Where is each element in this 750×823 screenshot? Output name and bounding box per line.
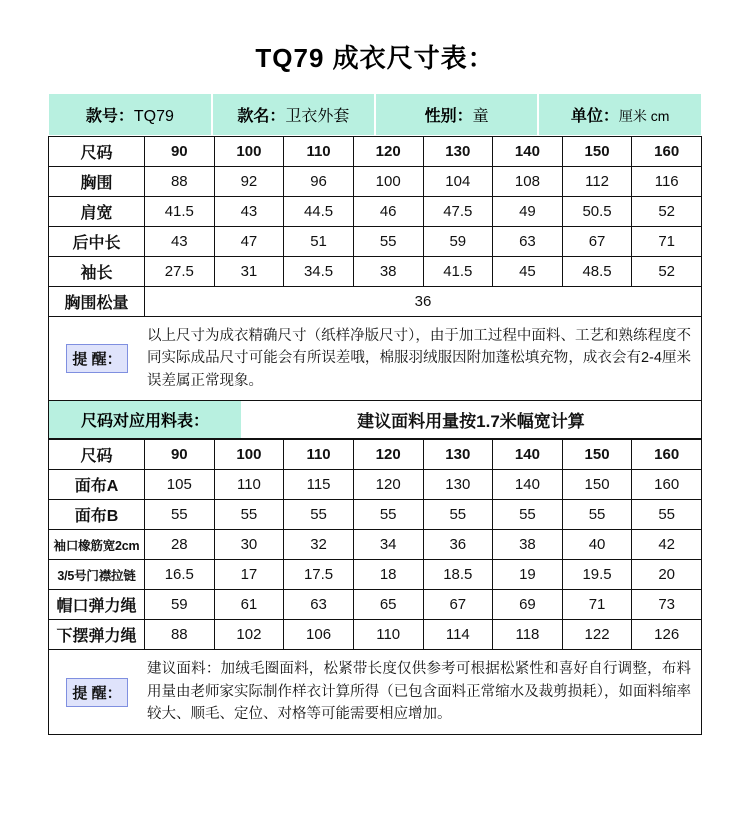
cell: 17.5 [284,560,354,590]
cell: 30 [214,530,284,560]
cell: 42 [632,530,702,560]
row-label-fabric-b: 面布B [49,500,145,530]
style-name-label: 款名： [237,108,286,125]
cell: 88 [145,620,215,650]
cell: 41.5 [145,197,215,227]
cell: 55 [632,500,702,530]
cell: 48.5 [562,257,632,287]
material-usage-table [48,439,702,650]
note-bottom-badge-cell [49,650,145,733]
cell: 55 [353,500,423,530]
row-label-size: 尺码 [49,440,145,470]
row-label-size: 尺码 [49,137,145,167]
cell: 18.5 [423,560,493,590]
row-label-chest: 胸围 [49,167,145,197]
garment-size-table [48,136,702,317]
cell: 40 [562,530,632,560]
cell: 55 [423,500,493,530]
cell: 110 [214,470,284,500]
row-label-cuff-elastic: 袖口橡筋宽2cm [49,530,145,560]
cell: 105 [145,470,215,500]
cell: 106 [284,620,354,650]
cell: 160 [632,440,702,470]
cell: 38 [353,257,423,287]
cell: 90 [145,440,215,470]
cell: 59 [423,227,493,257]
table-row [49,197,702,227]
cell: 47 [214,227,284,257]
cell: 49 [493,197,563,227]
cell: 104 [423,167,493,197]
cell: 116 [632,167,702,197]
cell: 65 [353,590,423,620]
cell: 71 [562,590,632,620]
cell: 55 [353,227,423,257]
table-row [49,227,702,257]
style-name-value: 卫衣外套 [285,108,350,125]
cell: 122 [562,620,632,650]
cell: 55 [562,500,632,530]
table-row [49,257,702,287]
cell: 110 [353,620,423,650]
style-name-cell [212,94,375,136]
page-title: TQ79 成衣尺寸表： [255,43,495,73]
row-label-shoulder: 肩宽 [49,197,145,227]
row-label-hem-cord: 下摆弹力绳 [49,620,145,650]
cell: 43 [145,227,215,257]
gender-label: 性别： [424,108,473,125]
cell: 88 [145,167,215,197]
note-top-badge-cell [49,317,145,400]
cell: 71 [632,227,702,257]
cell: 160 [632,137,702,167]
cell: 100 [214,137,284,167]
cell: 31 [214,257,284,287]
material-section-header [48,401,702,439]
cell: 34 [353,530,423,560]
cell: 51 [284,227,354,257]
cell: 41.5 [423,257,493,287]
cell: 67 [562,227,632,257]
unit-cell [538,94,701,136]
table-row [49,620,702,650]
cell: 140 [493,137,563,167]
reminder-badge: 提 醒： [66,678,127,707]
cell: 112 [562,167,632,197]
cell: 130 [423,470,493,500]
style-no-value: TQ79 [133,108,174,125]
cell: 126 [632,620,702,650]
reminder-badge: 提 醒： [66,344,127,373]
note-bottom-text: 建议面料：加绒毛圈面料，松紧带长度仅供参考可根据松紧性和喜好自行调整，布料用量由老师家实际制作样衣计算所得（已包含面料正常缩水及裁剪损耗），如面料缩率较大、顺毛、定位、对格等可能需要相应增加。 [147,661,691,723]
cell: 55 [493,500,563,530]
table-row [49,440,702,470]
cell: 19 [493,560,563,590]
cell: 27.5 [145,257,215,287]
cell: 52 [632,257,702,287]
row-label-chest-ease: 胸围松量 [49,287,145,317]
cell: 50.5 [562,197,632,227]
cell: 120 [353,440,423,470]
cell: 100 [353,167,423,197]
row-label-fabric-a: 面布A [49,470,145,500]
cell: 55 [284,500,354,530]
cell: 46 [353,197,423,227]
cell: 47.5 [423,197,493,227]
cell: 114 [423,620,493,650]
cell: 43 [214,197,284,227]
cell: 19.5 [562,560,632,590]
gender-cell [375,94,538,136]
cell: 140 [493,440,563,470]
cell: 96 [284,167,354,197]
material-width-note: 建议面料用量按1.7米幅宽计算 [357,412,585,432]
cell: 20 [632,560,702,590]
cell: 110 [284,137,354,167]
row-label-zipper: 3/5号门襟拉链 [49,560,145,590]
cell: 100 [214,440,284,470]
gender-value: 童 [472,108,489,125]
table-row [49,137,702,167]
row-label-sleeve: 袖长 [49,257,145,287]
table-row [49,590,702,620]
unit-label: 单位： [570,108,619,125]
cell: 130 [423,137,493,167]
cell: 34.5 [284,257,354,287]
style-info-band [48,93,702,136]
cell: 102 [214,620,284,650]
cell: 32 [284,530,354,560]
cell: 67 [423,590,493,620]
cell: 69 [493,590,563,620]
cell: 45 [493,257,563,287]
cell: 108 [493,167,563,197]
note-bottom [48,650,702,734]
cell: 16.5 [145,560,215,590]
material-section-label: 尺码对应用料表： [49,401,241,438]
note-top-text: 以上尺寸为成衣精确尺寸（纸样净版尺寸），由于加工过程中面料、工艺和熟练程度不同实际成品尺寸可能会有所误差哦，棉服羽绒服因附加蓬松填充物，成衣会有2-4厘米误差属正常现象。 [147,328,691,389]
cell: 140 [493,470,563,500]
note-top [48,317,702,401]
cell: 92 [214,167,284,197]
cell: 38 [493,530,563,560]
cell-chest-ease-value: 36 [145,287,702,317]
cell: 28 [145,530,215,560]
cell: 59 [145,590,215,620]
cell: 55 [145,500,215,530]
cell: 150 [562,137,632,167]
cell: 130 [423,440,493,470]
style-no-label: 款号： [85,108,134,125]
table-row [49,530,702,560]
table-row [49,560,702,590]
cell: 115 [284,470,354,500]
cell: 17 [214,560,284,590]
cell: 18 [353,560,423,590]
cell: 118 [493,620,563,650]
cell: 150 [562,440,632,470]
cell: 44.5 [284,197,354,227]
cell: 150 [562,470,632,500]
table-row [49,287,702,317]
table-row [49,167,702,197]
style-no-cell [49,94,212,136]
cell: 73 [632,590,702,620]
cell: 36 [423,530,493,560]
cell: 110 [284,440,354,470]
cell: 120 [353,470,423,500]
unit-value: 厘米 cm [618,108,670,124]
row-label-back-length: 后中长 [49,227,145,257]
cell: 61 [214,590,284,620]
table-row [49,470,702,500]
row-label-hood-cord: 帽口弹力绳 [49,590,145,620]
cell: 63 [284,590,354,620]
cell: 55 [214,500,284,530]
cell: 63 [493,227,563,257]
cell: 90 [145,137,215,167]
cell: 52 [632,197,702,227]
table-row [49,500,702,530]
cell: 120 [353,137,423,167]
cell: 160 [632,470,702,500]
